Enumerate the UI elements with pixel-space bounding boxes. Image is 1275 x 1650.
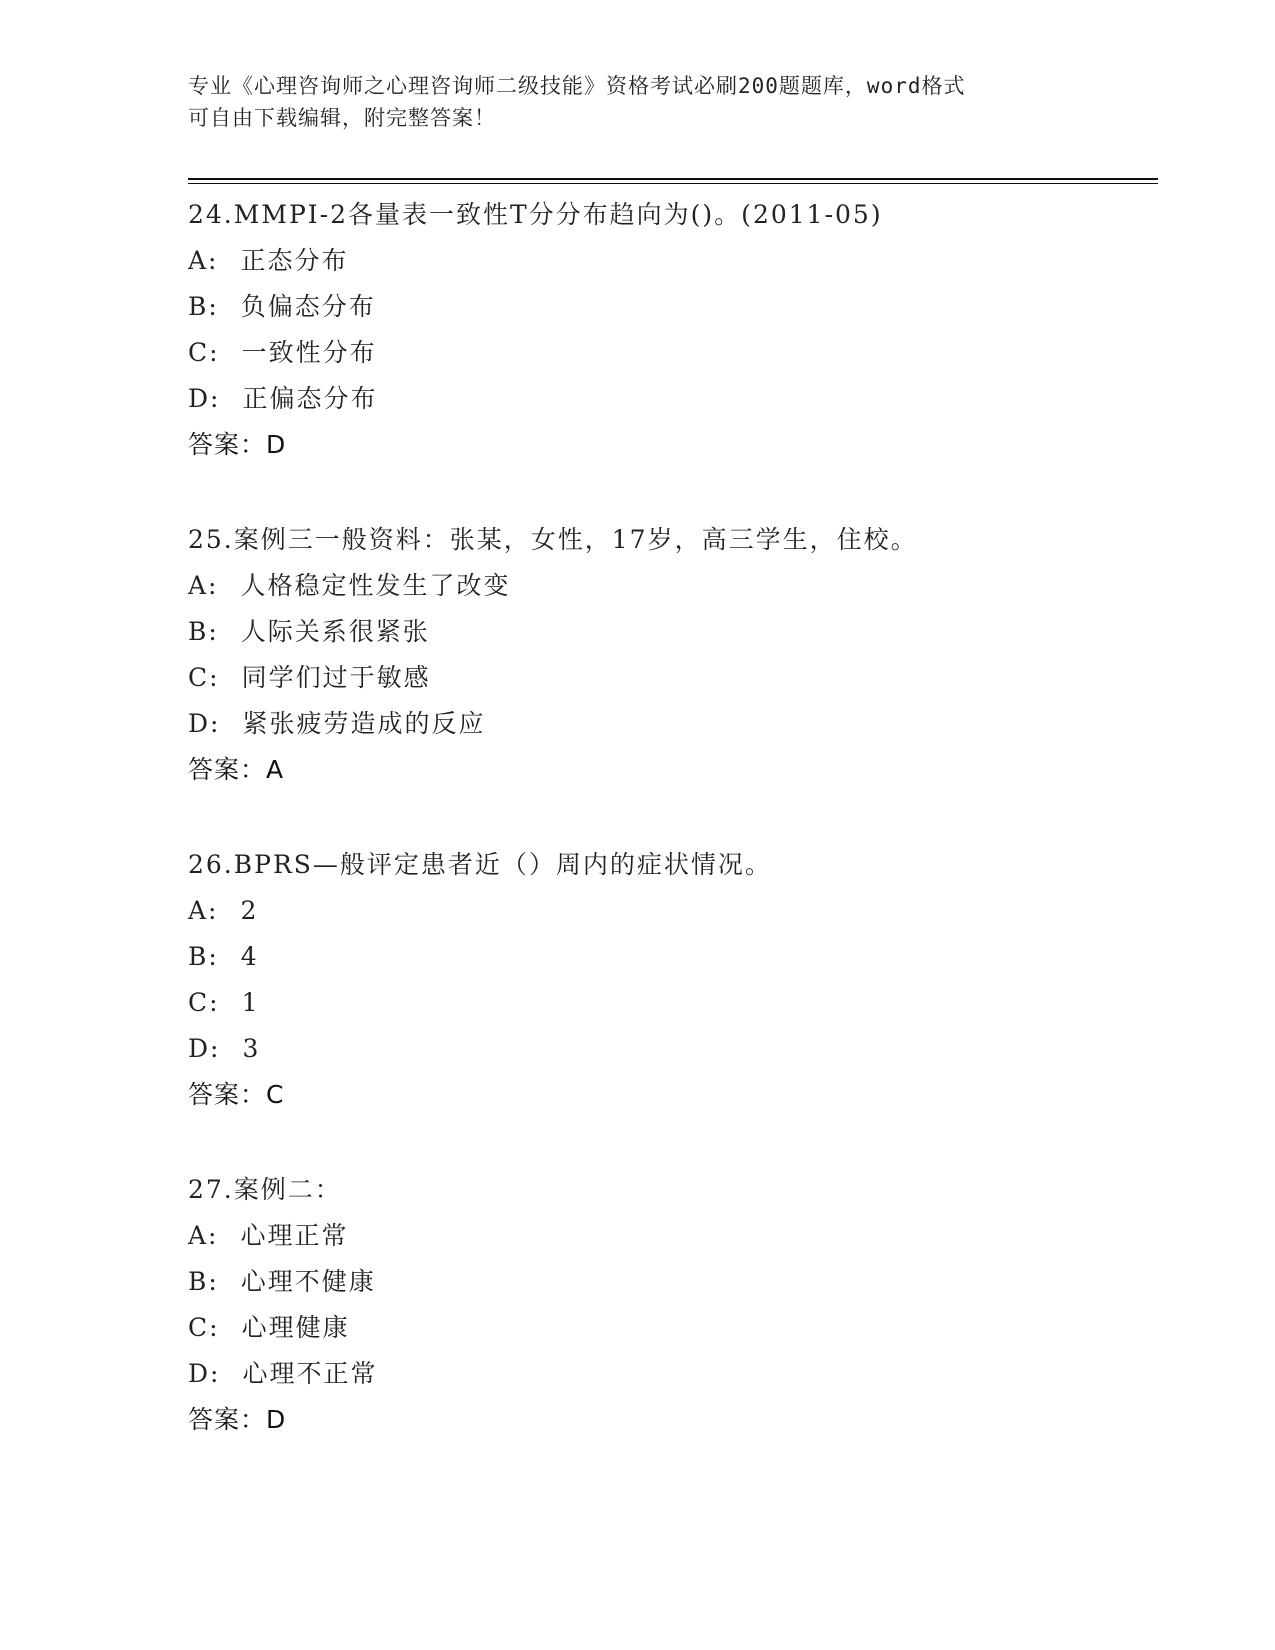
option-letter: B: bbox=[188, 617, 219, 646]
option-letter: A: bbox=[188, 246, 219, 275]
question-stem: 24.MMPI-2各量表一致性T分分布趋向为()。(2011-05) bbox=[188, 200, 883, 229]
option-text: 4 bbox=[240, 942, 259, 971]
option-a bbox=[188, 1213, 1158, 1259]
header-divider bbox=[188, 178, 1158, 184]
option-letter: C: bbox=[188, 663, 220, 692]
question-25 bbox=[188, 517, 1158, 793]
option-letter: D: bbox=[188, 1359, 221, 1388]
question-24 bbox=[188, 192, 1158, 468]
option-text: 心理不正常 bbox=[242, 1359, 378, 1388]
answer-line: 答案：D bbox=[188, 1405, 287, 1434]
question-stem: 27.案例二： bbox=[188, 1175, 342, 1204]
option-text: 人格稳定性发生了改变 bbox=[240, 571, 511, 600]
option-text: 正偏态分布 bbox=[242, 384, 378, 413]
option-text: 紧张疲劳造成的反应 bbox=[242, 709, 486, 738]
question-27 bbox=[188, 1167, 1158, 1443]
document-header bbox=[188, 70, 1068, 134]
option-text: 心理正常 bbox=[240, 1221, 349, 1250]
option-text: 2 bbox=[240, 896, 259, 925]
question-stem: 26.BPRS—般评定患者近（）周内的症状情况。 bbox=[188, 850, 772, 879]
header-line-2: 可自由下载编辑，附完整答案！ bbox=[188, 106, 496, 130]
question-list bbox=[188, 192, 1158, 1492]
header-line-1: 专业《心理咨询师之心理咨询师二级技能》资格考试必刷200题题库，word格式 bbox=[188, 74, 966, 98]
option-letter: B: bbox=[188, 942, 219, 971]
option-letter: B: bbox=[188, 292, 219, 321]
option-a bbox=[188, 238, 1158, 284]
answer-line: 答案：A bbox=[188, 755, 285, 784]
option-text: 心理健康 bbox=[241, 1313, 350, 1342]
document-page bbox=[188, 70, 1158, 1434]
option-b bbox=[188, 934, 1158, 980]
option-d bbox=[188, 701, 1158, 747]
option-a bbox=[188, 563, 1158, 609]
option-d bbox=[188, 376, 1158, 422]
option-d bbox=[188, 1026, 1158, 1072]
option-a bbox=[188, 888, 1158, 934]
answer-line: 答案：D bbox=[188, 430, 287, 459]
option-b bbox=[188, 284, 1158, 330]
option-c bbox=[188, 655, 1158, 701]
option-text: 同学们过于敏感 bbox=[241, 663, 431, 692]
option-text: 人际关系很紧张 bbox=[240, 617, 430, 646]
option-letter: B: bbox=[188, 1267, 219, 1296]
option-letter: A: bbox=[188, 896, 219, 925]
option-c bbox=[188, 330, 1158, 376]
option-c bbox=[188, 1305, 1158, 1351]
option-c bbox=[188, 980, 1158, 1026]
option-text: 1 bbox=[241, 988, 260, 1017]
option-text: 3 bbox=[242, 1034, 261, 1063]
option-letter: C: bbox=[188, 988, 220, 1017]
option-text: 一致性分布 bbox=[241, 338, 377, 367]
option-letter: D: bbox=[188, 709, 221, 738]
option-letter: C: bbox=[188, 338, 220, 367]
option-letter: D: bbox=[188, 384, 221, 413]
question-stem: 25.案例三一般资料：张某，女性，17岁，高三学生，住校。 bbox=[188, 525, 918, 554]
question-26 bbox=[188, 842, 1158, 1118]
option-text: 心理不健康 bbox=[240, 1267, 376, 1296]
option-letter: D: bbox=[188, 1034, 221, 1063]
option-d bbox=[188, 1351, 1158, 1397]
option-letter: C: bbox=[188, 1313, 220, 1342]
option-text: 正态分布 bbox=[240, 246, 349, 275]
answer-line: 答案：C bbox=[188, 1080, 285, 1109]
option-b bbox=[188, 609, 1158, 655]
option-letter: A: bbox=[188, 1221, 219, 1250]
option-letter: A: bbox=[188, 571, 219, 600]
option-b bbox=[188, 1259, 1158, 1305]
option-text: 负偏态分布 bbox=[240, 292, 376, 321]
